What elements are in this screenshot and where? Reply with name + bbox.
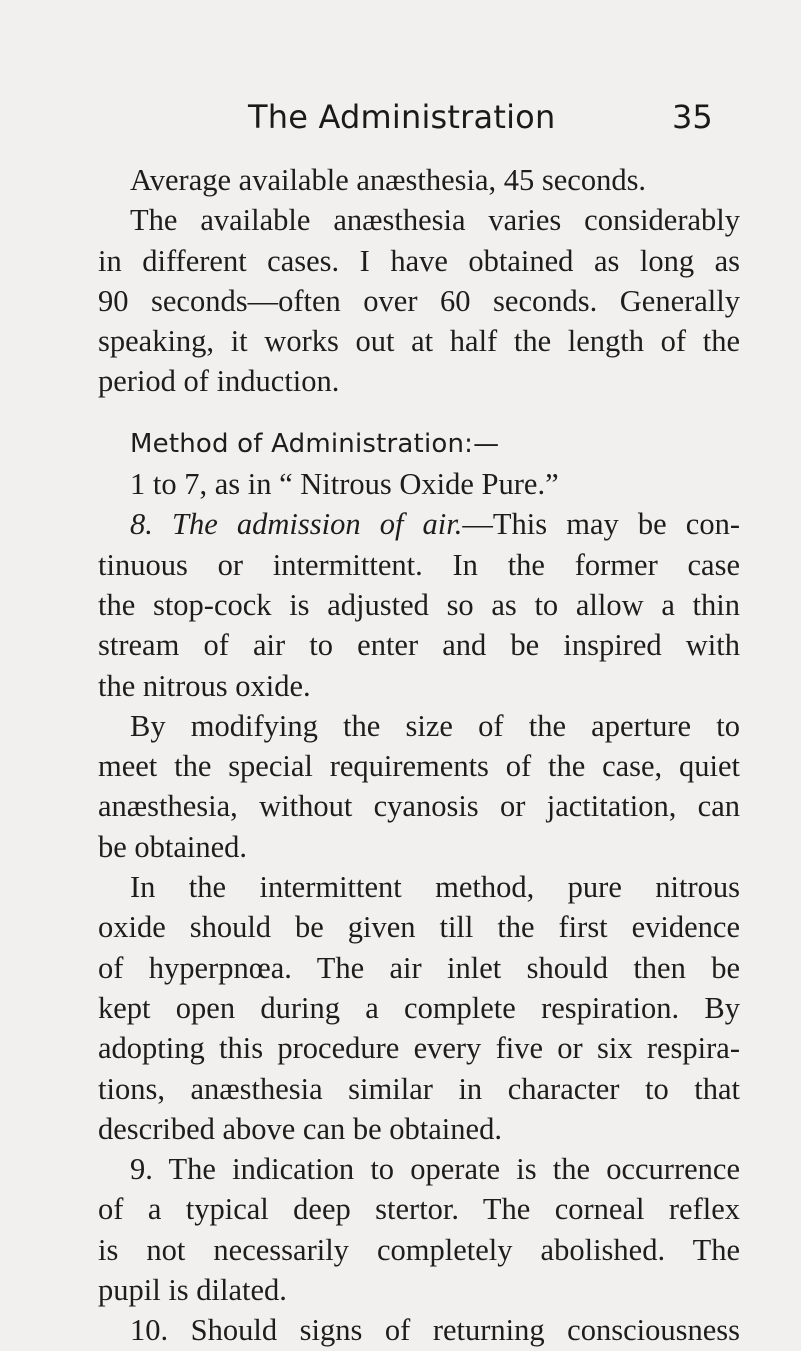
text-line: oxide should be given till the first evidence <box>98 910 740 945</box>
text-line: tinuous or intermittent. In the former case <box>98 547 740 582</box>
text-line: kept open during a complete respiration. By <box>98 990 740 1025</box>
paragraph-gap <box>98 402 740 424</box>
text-line: 10. Should signs of returning consciousness <box>130 1313 740 1348</box>
text-line: tions, anæsthesia similar in character to that <box>98 1071 740 1106</box>
text-line: of a typical deep stertor. The corneal reflex <box>98 1192 740 1227</box>
italic-phrase: 8. The admission of air. <box>130 507 463 542</box>
text-line: 90 seconds—often over 60 seconds. Generally <box>98 283 740 318</box>
text-line: the stop-cock is adjusted so as to allow a thin <box>98 587 740 622</box>
text-line: The available anæsthesia varies considerably <box>130 203 740 238</box>
text-line: the nitrous oxide. <box>98 668 311 703</box>
text-line: Average available anæsthesia, 45 seconds. <box>130 163 647 197</box>
text-line: of hyperpnœa. The air inlet should then be <box>98 950 740 985</box>
text-line: By modifying the size of the aperture to <box>130 708 740 743</box>
running-title: The Administration <box>248 98 556 136</box>
page-number: 35 <box>672 98 713 136</box>
text-line: 9. The indication to operate is the occurrence <box>130 1152 740 1187</box>
line-remainder: —This may be con- <box>462 507 740 542</box>
running-header <box>0 98 801 144</box>
section-heading: Method of Administration:— <box>130 428 500 459</box>
text-line: period of induction. <box>98 364 340 399</box>
text-line: anæsthesia, without cyanosis or jactitation, can <box>98 789 740 824</box>
body-text <box>98 160 740 1351</box>
text-line: described above can be obtained. <box>98 1111 502 1146</box>
text-line: meet the special requirements of the case, quiet <box>98 749 740 784</box>
text-line: in different cases. I have obtained as long as <box>98 243 740 278</box>
text-line: pupil is dilated. <box>98 1273 287 1308</box>
text-line: speaking, it works out at half the length of the <box>98 324 740 359</box>
text-line: adopting this procedure every five or six respira- <box>98 1031 740 1066</box>
text-line: In the intermittent method, pure nitrous <box>130 870 740 905</box>
text-line: is not necessarily completely abolished. The <box>98 1232 740 1267</box>
text-line: stream of air to enter and be inspired with <box>98 628 740 663</box>
text-line: 1 to 7, as in “ Nitrous Oxide Pure.” <box>130 467 559 502</box>
text-line <box>98 504 740 544</box>
text-line: be obtained. <box>98 829 248 864</box>
